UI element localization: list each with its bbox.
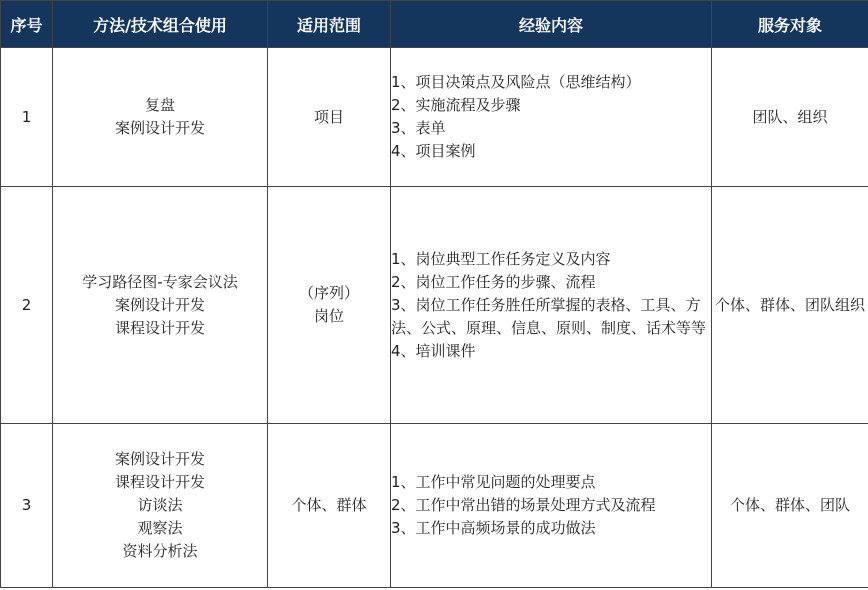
- header-content: 经验内容: [391, 1, 712, 48]
- method-item: 案例设计开发: [114, 119, 205, 137]
- content-cell: [391, 424, 712, 588]
- content-item: 3、表单: [391, 119, 446, 137]
- method-item: 课程设计开发: [114, 318, 205, 337]
- method-item: 访谈法: [137, 496, 183, 514]
- method-item: 资料分析法: [122, 542, 198, 560]
- scope-item: 个体、群体: [291, 496, 367, 514]
- content-cell: [391, 48, 712, 187]
- methods-cell: [53, 424, 268, 588]
- header-scope: 适用范围: [268, 1, 391, 48]
- scope-item: （序列）: [298, 284, 359, 302]
- content-item: 1、工作中常见问题的处理要点: [391, 473, 596, 491]
- target-cell: [712, 424, 868, 588]
- scope-item: 岗位: [313, 307, 344, 325]
- methods-cell: [53, 187, 268, 424]
- content-item: 2、工作中常出错的场景处理方式及流程: [391, 496, 656, 514]
- content-cell: [391, 187, 712, 424]
- scope-cell: [268, 424, 391, 588]
- target-item: 个体、群体、团队组织: [714, 295, 865, 314]
- target-cell: [712, 48, 868, 187]
- scope-cell: [268, 48, 391, 187]
- header-target: 服务对象: [712, 1, 868, 48]
- row-index: 3: [1, 424, 53, 588]
- content-item: 1、岗位典型工作任务定义及内容: [391, 249, 611, 268]
- target-cell: [712, 187, 868, 424]
- header-methods: 方法/技术组合使用: [53, 1, 268, 48]
- row-index: 2: [1, 187, 53, 424]
- method-item: 观察法: [137, 519, 183, 537]
- method-item: 案例设计开发: [114, 295, 205, 314]
- target-item: 团队、组织: [752, 107, 828, 126]
- methods-cell: [53, 48, 268, 187]
- content-item: 3、岗位工作任务胜任所掌握的表格、工具、方法、公式、原理、信息、原则、制度、话术等等: [391, 295, 707, 337]
- content-item: 3、工作中高频场景的成功做法: [391, 519, 596, 537]
- target-item: 个体、群体、团队: [729, 496, 850, 514]
- header-row: [1, 1, 868, 48]
- table-row: [1, 48, 868, 187]
- method-item: 课程设计开发: [114, 473, 205, 491]
- content-item: 2、实施流程及步骤: [391, 96, 521, 114]
- method-item: 学习路径图-专家会议法: [82, 272, 238, 291]
- content-item: 1、项目决策点及风险点（思维结构）: [391, 73, 641, 91]
- method-item: 案例设计开发: [114, 450, 205, 468]
- scope-cell: [268, 187, 391, 424]
- content-item: 2、岗位工作任务的步骤、流程: [391, 272, 596, 291]
- table-row: [1, 424, 868, 588]
- table-row: [1, 187, 868, 424]
- header-index: 序号: [1, 1, 53, 48]
- method-item: 复盘: [144, 96, 175, 114]
- content-item: 4、项目案例: [391, 142, 476, 160]
- content-item: 4、培训课件: [391, 341, 476, 360]
- row-index: 1: [1, 48, 53, 187]
- scope-item: 项目: [313, 107, 344, 126]
